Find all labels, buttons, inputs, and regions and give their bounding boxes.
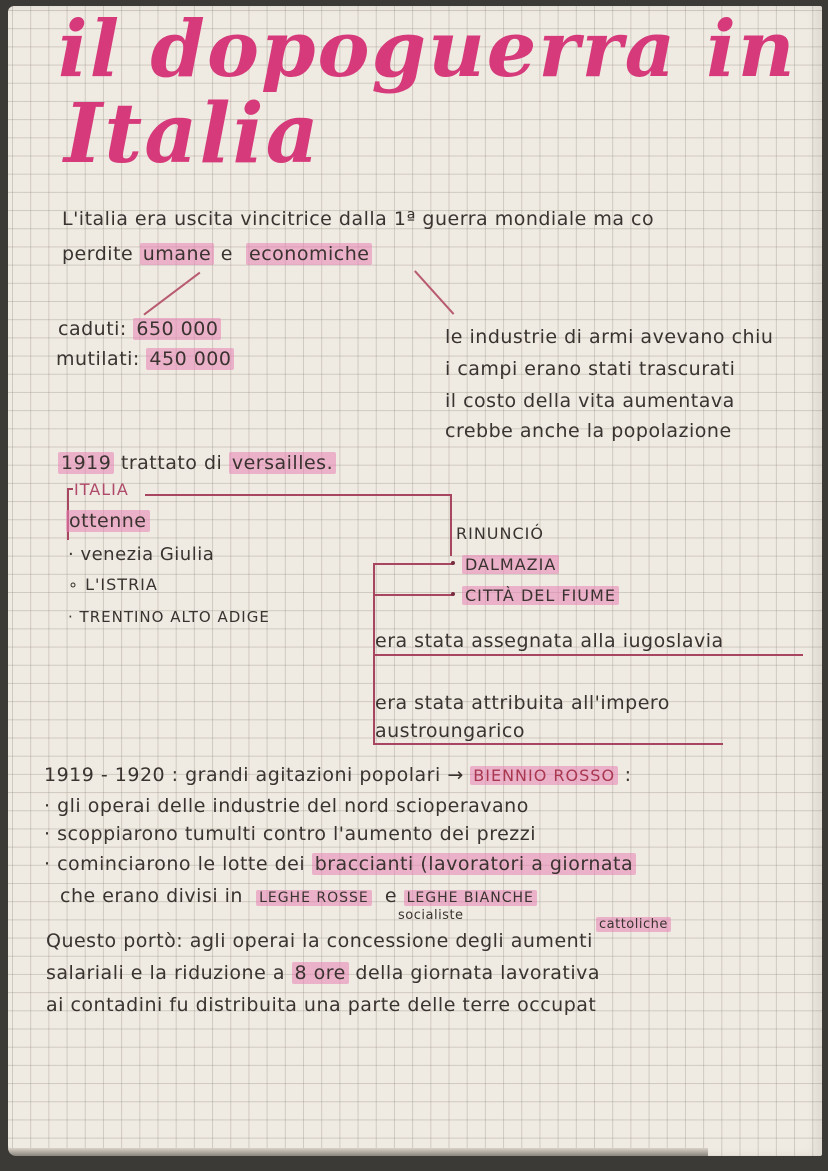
label-ottenne: [66, 510, 150, 532]
biennio-bullet-1: · gli operai delle industrie del nord scioperavano: [44, 795, 529, 817]
note-impero-line2: austroungarico: [375, 720, 526, 742]
losses-mutilati: [56, 348, 234, 370]
label-rinuncio: RINUNCIÓ: [456, 524, 544, 543]
leghe-rosse-sub: socialiste: [398, 908, 464, 923]
mutilati-label: mutilati:: [56, 348, 140, 370]
gained-3: · TRENTINO ALTO ADIGE: [68, 608, 270, 626]
connector-dalmazia: [373, 563, 453, 565]
page-title-line2: Italia: [64, 86, 321, 182]
renounced-dalmazia: [462, 555, 559, 574]
versailles-heading: [58, 452, 336, 474]
underline-impero: [373, 743, 723, 745]
connector-notes: [373, 563, 375, 743]
highlight-economiche: economiche: [246, 243, 372, 265]
gained-1: · venezia Giulia: [68, 544, 215, 565]
note-iugoslavia: era stata assegnata alla iugoslavia: [375, 630, 724, 652]
losses-caduti: [58, 318, 221, 340]
leghe-bianche-sub: [596, 917, 671, 932]
caduti-value: 650 000: [133, 318, 221, 340]
leghe-bianche: LEGHE BIANCHE: [404, 890, 537, 906]
biennio-colon: :: [624, 764, 632, 786]
result-line2-prefix: salariali e la riduzione a: [46, 962, 285, 984]
leghe-rosse: LEGHE ROSSE: [256, 890, 372, 906]
braccianti-highlight: braccianti (lavoratori a giornata: [312, 853, 636, 875]
page-title-line1: il dopoguerra in: [58, 4, 797, 95]
economic-loss-4: crebbe anche la popolazione: [445, 420, 732, 442]
mutilati-value: 450 000: [146, 348, 234, 370]
intro-line2: [62, 243, 372, 265]
result-line2-suffix: della giornata lavorativa: [355, 962, 601, 984]
economic-loss-1: le industrie di armi avevano chiu: [445, 326, 774, 348]
leghe-and: e: [384, 885, 398, 907]
highlight-umane: umane: [140, 243, 214, 265]
economic-loss-3: il costo della vita aumentava: [445, 390, 735, 412]
arrow-right-icon: →: [447, 764, 464, 786]
versailles-name: versailles.: [229, 452, 336, 474]
page-stack-edge: [8, 1148, 708, 1156]
dalmazia-text: DALMAZIA: [462, 555, 559, 574]
label-italia: ITALIA: [74, 480, 129, 499]
intro-and: e: [220, 243, 233, 265]
leghe-line: [60, 885, 537, 907]
versailles-year: 1919: [58, 452, 114, 474]
connector-italia: [145, 494, 450, 496]
connector-rinuncio: [450, 494, 452, 556]
leghe-prefix: che erano divisi in: [60, 885, 243, 907]
economic-loss-2: i campi erano stati trascurati: [445, 358, 736, 380]
result-line1: Questo portò: agli operai la concessione degli aumenti: [46, 930, 593, 952]
renounced-fiume: [462, 586, 619, 605]
biennio-heading: [44, 764, 632, 786]
dot-fiume: [451, 592, 455, 596]
ottenne-text: ottenne: [66, 510, 150, 532]
bullet-3-prefix: · cominciarono le lotte dei: [44, 853, 306, 875]
result-line3: ai contadini fu distribuita una parte delle terre occupat: [46, 994, 597, 1016]
bracket-top: [67, 488, 73, 490]
gained-2: ∘ L'ISTRIA: [68, 575, 158, 594]
biennio-rosso-label: BIENNIO ROSSO: [470, 766, 618, 785]
highlight-8-ore: 8 ore: [292, 962, 349, 984]
fiume-text: CITTÀ DEL FIUME: [462, 586, 619, 605]
versailles-text: trattato di: [120, 452, 223, 474]
dot-dalmazia: [451, 561, 455, 565]
note-impero-line1: era stata attribuita all'impero: [375, 692, 670, 714]
underline-iugoslavia: [373, 654, 803, 656]
biennio-bullet-3: [44, 853, 636, 875]
caduti-label: caduti:: [58, 318, 127, 340]
leghe-bianche-sub-text: cattoliche: [596, 917, 671, 932]
result-line2: [46, 962, 600, 984]
biennio-bullet-2: · scoppiarono tumulti contro l'aumento dei prezzi: [44, 823, 537, 845]
biennio-heading-text: 1919 - 1920 : grandi agitazioni popolari: [44, 764, 441, 786]
intro-line1: L'italia era uscita vincitrice dalla 1ª guerra mondiale ma co: [62, 208, 655, 230]
intro-prefix: perdite: [62, 243, 134, 265]
connector-fiume: [373, 594, 453, 596]
